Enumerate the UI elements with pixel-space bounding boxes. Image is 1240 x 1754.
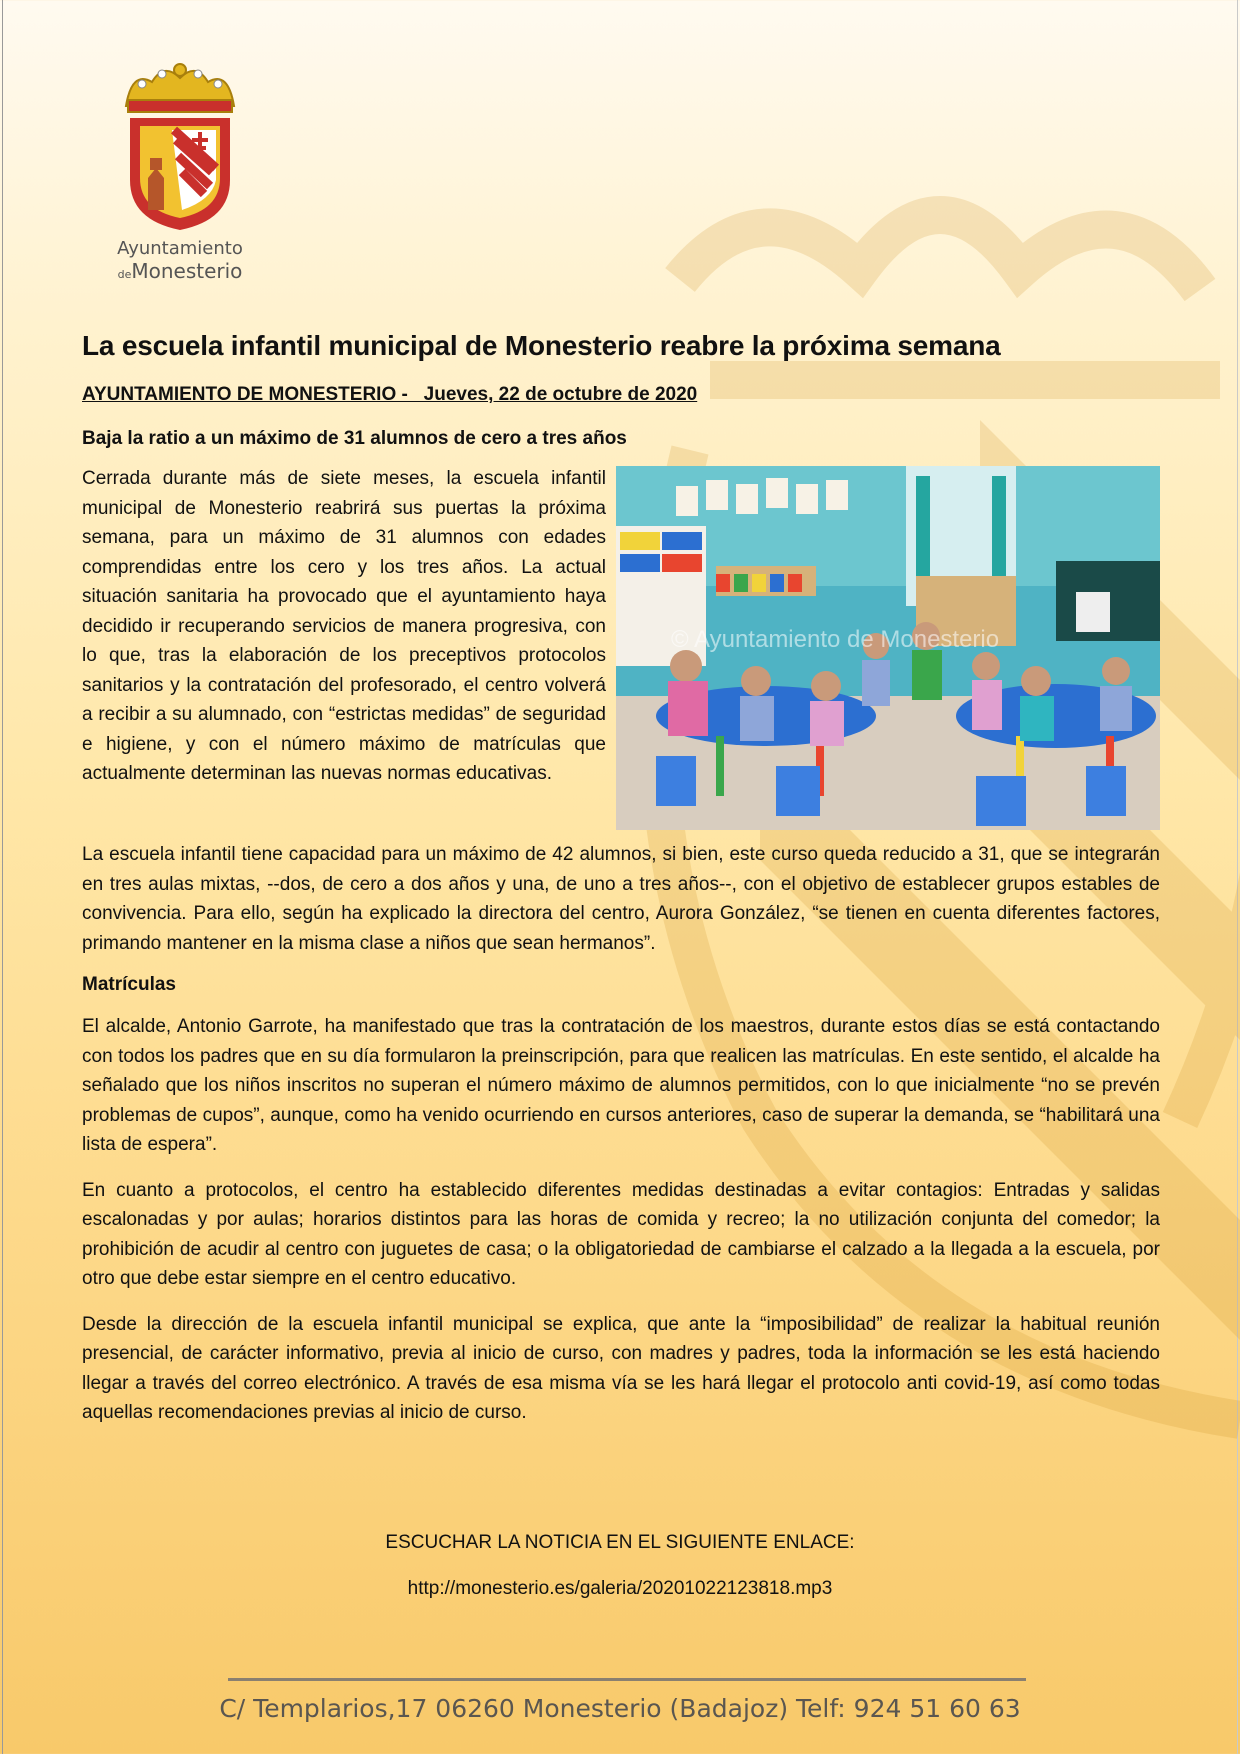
logo-line-2 [100, 259, 260, 283]
logo-line-2-text: Monesterio [131, 259, 243, 283]
logo-line-2-prefix: de [117, 268, 132, 281]
paragraph-3: El alcalde, Antonio Garrote, ha manifestado que tras la contratación de los maestros, durante estos días se está contactando con todos los padres que en su día formularon la preinscripción, para que realicen las matrículas. En este sentido, el alcalde ha señalado que los niños inscritos no superan el número máximo de alumnos permitidos, con lo que inicialmente “no se prevén problemas de cupos”, aunque, como ha venido ocurriendo en cursos anteriores, caso de superar la demanda, se “habilitará una lista de espera”. [82, 1016, 1160, 1155]
municipality-logo [100, 60, 260, 283]
footer-divider [228, 1678, 1026, 1681]
paragraph-4: En cuanto a protocolos, el centro ha establecido diferentes medidas destinadas a evitar contagios: Entradas y salidas escalonadas y por aulas; horarios distintos para las horas de comida y recreo; la no utilización conjunta del comedor; la prohibición de acudir al centro con juguetes de casa; o la obligatoriedad de cambiarse el calzado a la llegada a la escuela, por otro que debe estar siempre en el centro educativo. [82, 1179, 1160, 1289]
article-title: La escuela infantil municipal de Monesterio reabre la próxima semana [82, 330, 1001, 361]
classroom-photo [616, 466, 1160, 830]
section-heading-matriculas: Matrículas [82, 974, 176, 995]
coat-of-arms-icon [112, 60, 248, 236]
paragraph-5: Desde la dirección de la escuela infantil municipal se explica, que ante la “imposibilidad” de realizar la habitual reunión presencial, de carácter informativo, previa al inicio de curso, con madres y padres, toda la información se les está haciendo llegar a través del correo electrónico. A través de esa misma vía se les hará llegar el protocolo anti covid-19, así como todas aquellas recomendaciones previas al inicio de curso. [82, 1313, 1160, 1423]
listen-label: ESCUCHAR LA NOTICIA EN EL SIGUIENTE ENLACE: [385, 1532, 855, 1553]
article-subtitle: Baja la ratio a un máximo de 31 alumnos de cero a tres años [82, 428, 627, 449]
paragraph-1: Cerrada durante más de siete meses, la escuela infantil municipal de Monesterio reabrirá sus puertas la próxima semana, para un máximo de 31 alumnos con edades comprendidas entre los cero y los tres años. La actual situación sanitaria ha provocado que el ayuntamiento haya decidido ir recuperando servicios de manera progresiva, con lo que, tras la elaboración de los preceptivos protocolos sanitarios y la contratación del profesorado, el centro volverá a recibir a su alumnado, con “estrictas medidas” de seguridad e higiene, y con el número máximo de matrículas que actualmente determinan las nuevas normas educativas. [82, 468, 606, 784]
article [82, 330, 1160, 1444]
logo-text [100, 238, 260, 283]
listen-link[interactable]: http://monesterio.es/galeria/20201022123818.mp3 [407, 1578, 833, 1599]
photo-watermark: © Ayuntamiento de Monesterio [671, 626, 1000, 653]
paragraph-2: La escuela infantil tiene capacidad para un máximo de 42 alumnos, si bien, este curso queda reducido a 31, que se integrarán en tres aulas mixtas, --dos, de cero a dos años y una, de uno a tres años--, con el objetivo de establecer grupos estables de convivencia. Para ello, según ha explicado la directora del centro, Aurora González, “se tienen en cuenta diferentes factores, primando mantener en la misma clase a niños que sean hermanos”. [82, 844, 1160, 954]
logo-line-1: Ayuntamiento [117, 238, 243, 259]
footer-address: C/ Templarios,17 06260 Monesterio (Badajoz) Telf: 924 51 60 63 [219, 1694, 1021, 1723]
article-byline: AYUNTAMIENTO DE MONESTERIO - Jueves, 22 de octubre de 2020 [82, 384, 698, 405]
